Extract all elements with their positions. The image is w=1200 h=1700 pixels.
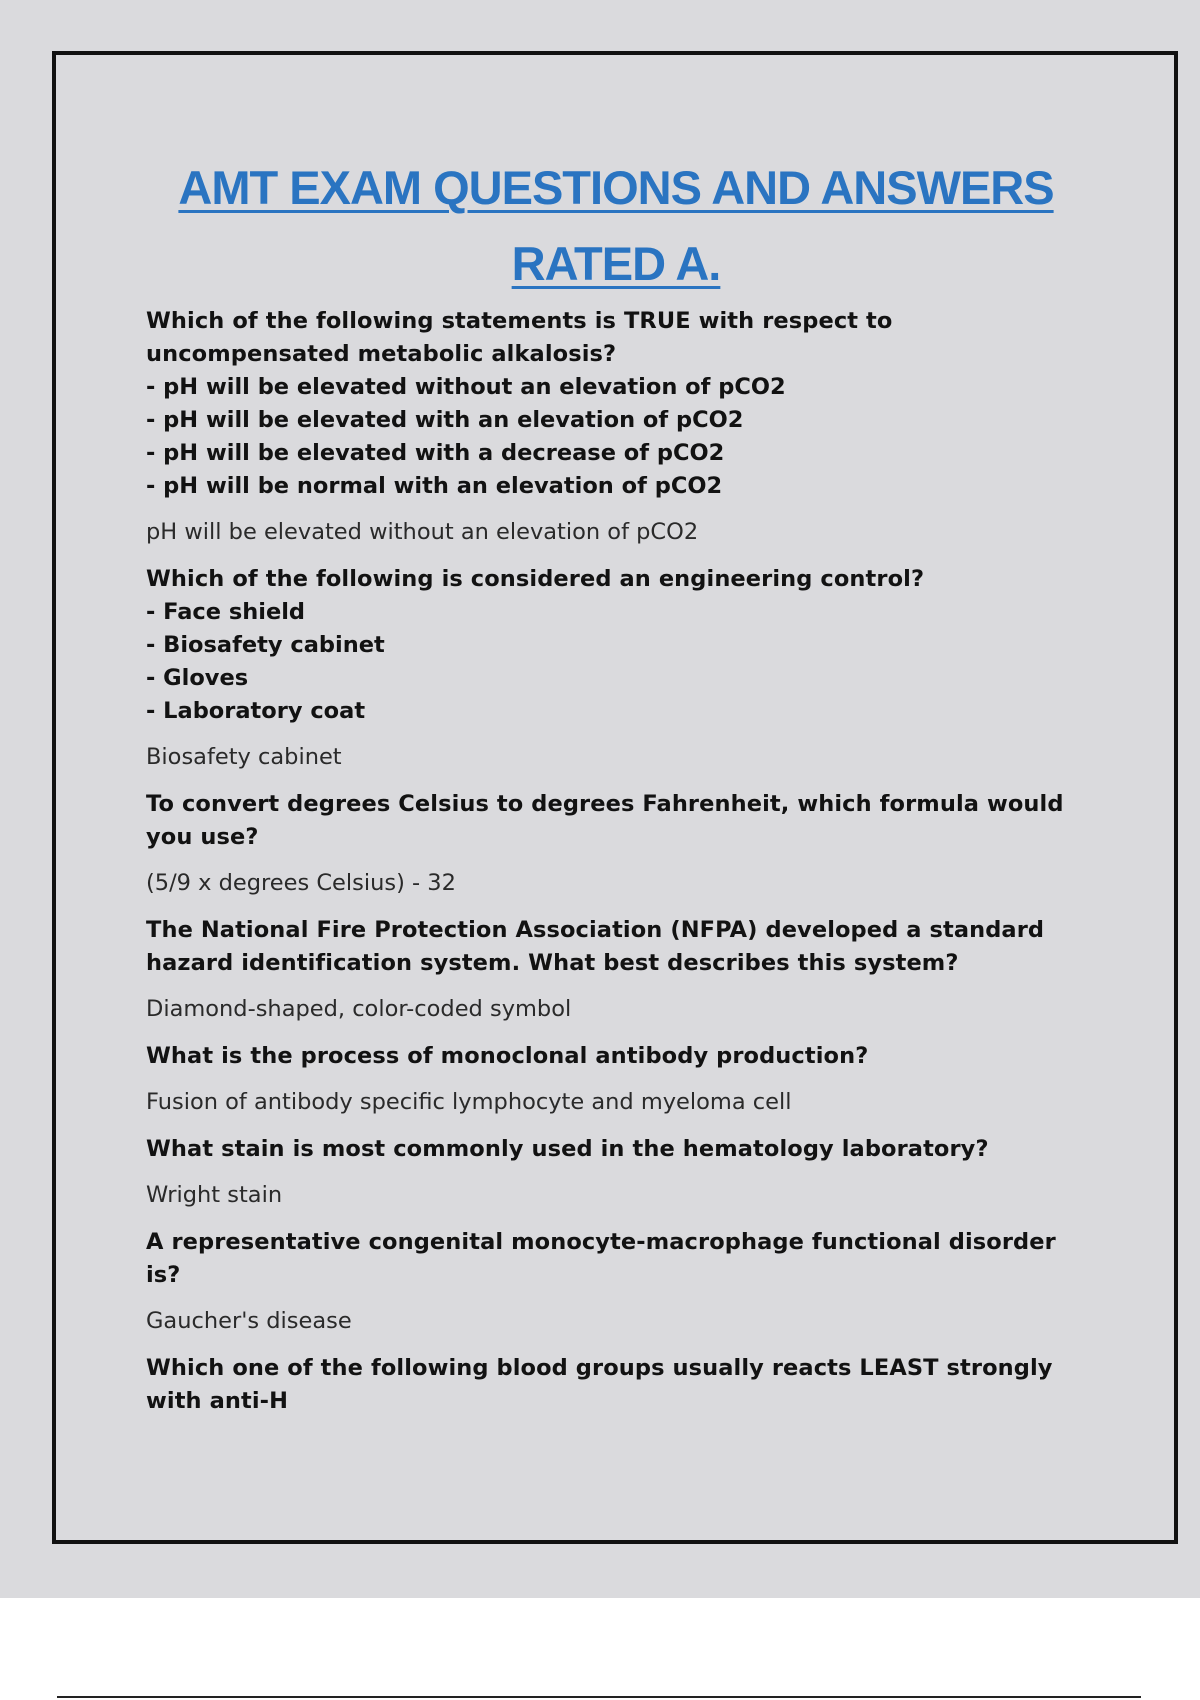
answer-text: Biosafety cabinet <box>146 744 342 770</box>
answer-text: Wright stain <box>146 1182 283 1208</box>
question-text: What stain is most commonly used in the hematology laboratory? <box>146 1136 989 1162</box>
option-list <box>146 371 1086 503</box>
option-item: - pH will be elevated without an elevation of pCO2 <box>146 374 786 400</box>
qa-item <box>146 1040 1086 1119</box>
answer-text: pH will be elevated without an elevation of pCO2 <box>146 519 699 545</box>
option-item: - pH will be elevated with a decrease of pCO2 <box>146 440 725 466</box>
option-list <box>146 596 1086 728</box>
option-item: - Laboratory coat <box>146 698 366 724</box>
footer-divider <box>57 1696 1141 1698</box>
answer-text: Gaucher's disease <box>146 1308 352 1334</box>
title-line-2: RATED A. <box>511 237 721 290</box>
answer-text: (5/9 x degrees Celsius) - 32 <box>146 870 456 896</box>
qa-item <box>146 914 1086 1026</box>
question-text: Which of the following statements is TRUE with respect to uncompensated metabolic alkalosis? <box>146 308 893 367</box>
qa-item <box>146 305 1086 549</box>
option-item: - Gloves <box>146 665 249 691</box>
question-text: What is the process of monoclonal antibody production? <box>146 1043 869 1069</box>
question-text: The National Fire Protection Association (NFPA) developed a standard hazard identification system. What best describes this system? <box>146 917 1045 976</box>
option-item: - Face shield <box>146 599 306 625</box>
qa-item <box>146 1133 1086 1212</box>
question-text: Which of the following is considered an engineering control? <box>146 566 925 592</box>
qa-list <box>146 305 1086 1418</box>
document-title <box>0 150 1200 302</box>
option-item: - Biosafety cabinet <box>146 632 385 658</box>
option-item: - pH will be normal with an elevation of pCO2 <box>146 473 723 499</box>
answer-text: Fusion of antibody specific lymphocyte and myeloma cell <box>146 1089 792 1115</box>
answer-text: Diamond-shaped, color-coded symbol <box>146 996 572 1022</box>
option-item: - pH will be elevated with an elevation of pCO2 <box>146 407 744 433</box>
question-text: Which one of the following blood groups usually reacts LEAST strongly with anti-H <box>146 1355 1053 1414</box>
qa-item <box>146 788 1086 900</box>
question-text: A representative congenital monocyte-macrophage functional disorder is? <box>146 1229 1056 1288</box>
title-line-1: AMT EXAM QUESTIONS AND ANSWERS <box>178 161 1054 214</box>
question-text: To convert degrees Celsius to degrees Fahrenheit, which formula would you use? <box>146 791 1064 850</box>
qa-item <box>146 1226 1086 1338</box>
qa-item <box>146 563 1086 774</box>
qa-item <box>146 1352 1086 1418</box>
